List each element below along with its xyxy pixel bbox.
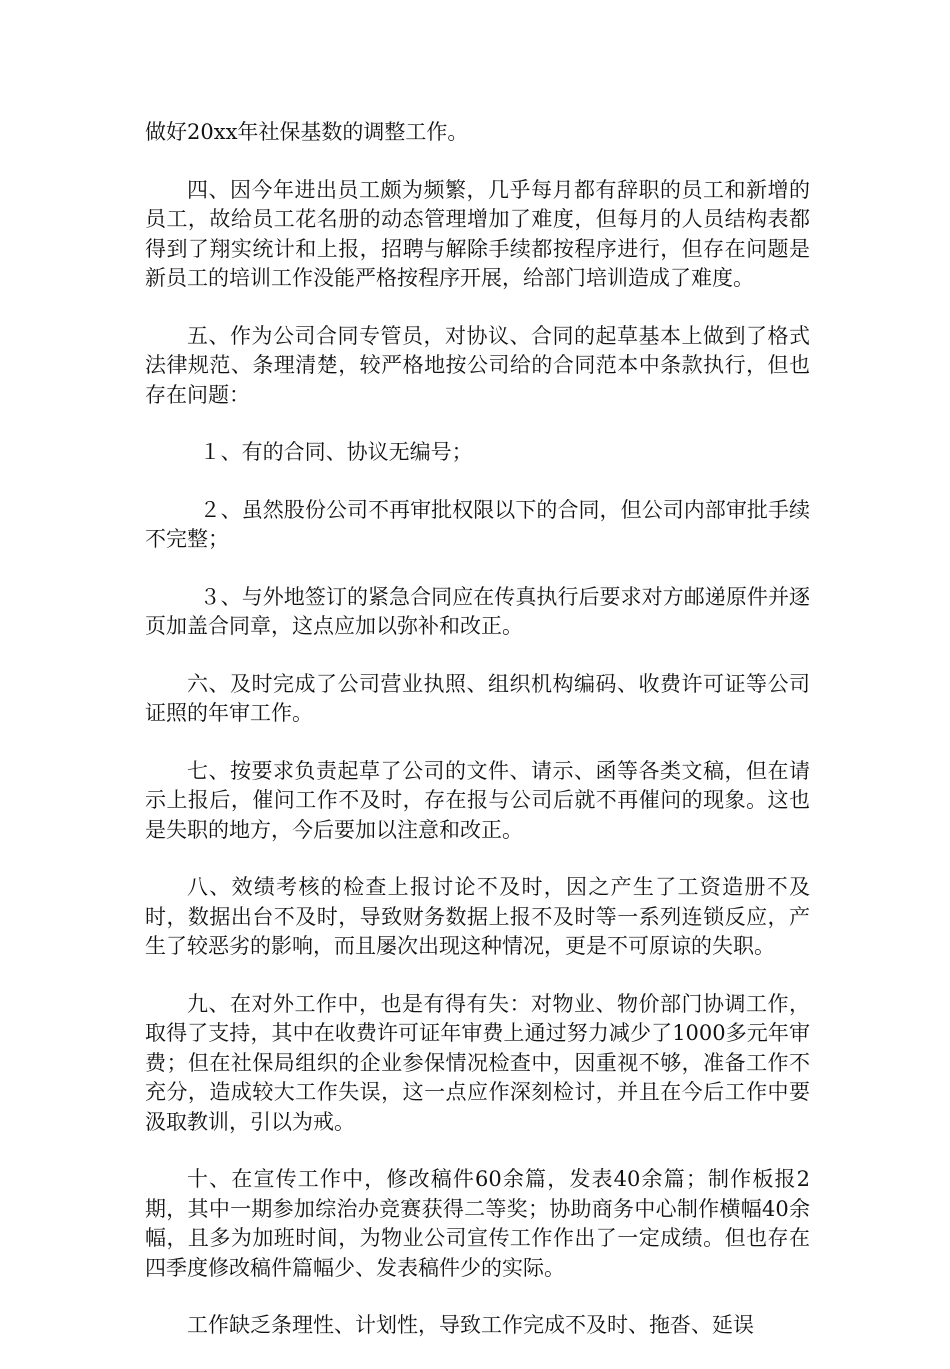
paragraph-item-8-performance-review: 八、效绩考核的检查上报讨论不及时，因之产生了工资造册不及时，数据出台不及时，导致财务数据上报不及时等一系列连锁反应，产生了较恶劣的影响，而且屡次出现这种情况，更是不可原谅的失职。 [145,875,810,958]
paragraph-subitem-3: ３、与外地签订的紧急合同应在传真执行后要求对方邮递原件并逐页加盖合同章，这点应加以弥补和改正。 [145,584,810,638]
paragraph-item-4-staff-turnover: 四、因今年进出员工颇为频繁，几乎每月都有辞职的员工和新增的员工，故给员工花名册的动态管理增加了难度，但每月的人员结构表都得到了翔实统计和上报，招聘与解除手续都按程序进行，但存在问题是新员工的培训工作没能严格按程序开展，给部门培训造成了难度。 [145,177,810,290]
paragraph-item-5-contract-management: 五、作为公司合同专管员，对协议、合同的起草基本上做到了格式法律规范、条理清楚，较严格地按公司给的合同范本中条款执行，但也存在问题： [145,323,810,407]
paragraph-item-10-publicity: 十、在宣传工作中，修改稿件60余篇，发表40余篇；制作板报2期，其中一期参加综治办竞赛获得二等奖；协助商务中心制作横幅40余幅，且多为加班时间，为物业公司宣传工作作出了一定成绩。但也存在四季度修改稿件篇幅少、发表稿件少的实际。 [145,1167,810,1280]
paragraph-item-6-license-review: 六、及时完成了公司营业执照、组织机构编码、收费许可证等公司证照的年审工作。 [145,671,810,725]
paragraph-item-9-external-work: 九、在对外工作中，也是有得有失：对物业、物价部门协调工作，取得了支持，其中在收费许可证年审费上通过努力减少了1000多元年审费；但在社保局组织的企业参保情况检查中，因重视不够，准备工作不充分，造成较大工作失误，这一点应作深刻检讨，并且在今后工作中要汲取教训，引以为戒。 [145,991,810,1134]
document-body [145,118,810,1369]
paragraph-subitem-1: １、有的合同、协议无编号； [199,440,473,464]
paragraph-work-shortcomings: 工作缺乏条理性、计划性，导致工作完成不及时、拖沓、延误 [187,1313,754,1337]
paragraph-subitem-2: ２、虽然股份公司不再审批权限以下的合同，但公司内部审批手续不完整； [145,497,810,551]
paragraph-social-insurance-adjustment: 做好20xx年社保基数的调整工作。 [145,120,469,144]
paragraph-item-7-document-drafting: 七、按要求负责起草了公司的文件、请示、函等各类文稿，但在请示上报后，催问工作不及时，存在报与公司后就不再催问的现象。这也是失职的地方，今后要加以注意和改正。 [145,758,810,842]
